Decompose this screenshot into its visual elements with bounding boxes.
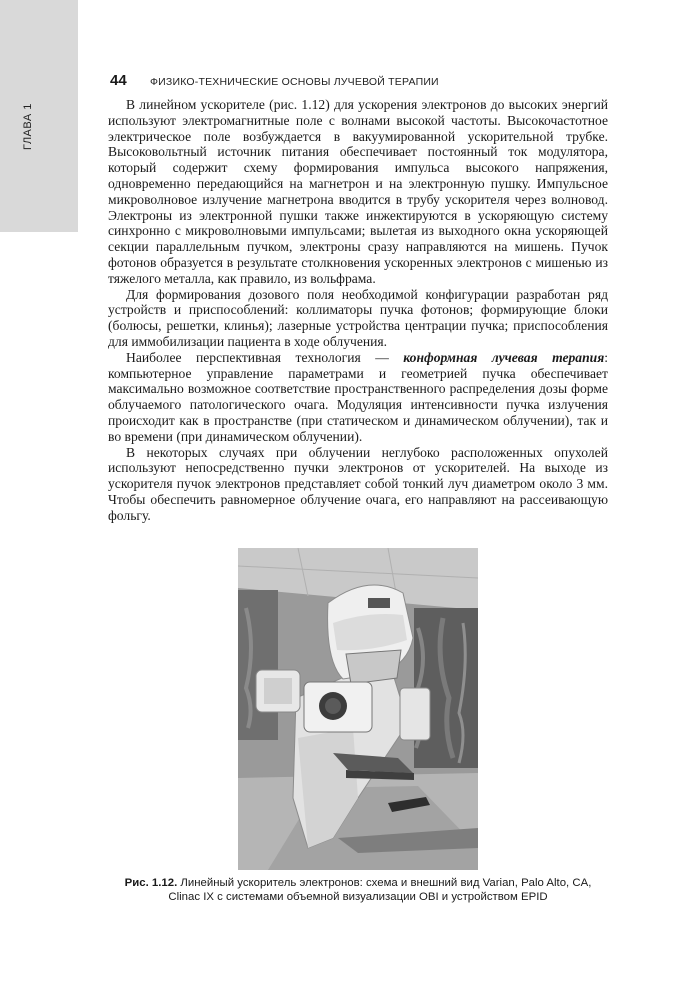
chapter-label: ГЛАВА 1 <box>22 103 34 150</box>
linac-photo <box>238 548 478 870</box>
paragraph-electrons: В некоторых случаях при облучении неглубоко расположенных опухолей используют непосредственно пучки электронов от ускорителей. На выходе из ускорителя пучок электронов представляет собой тонкий луч диаметром около 3 мм. Чтобы обеспечить равномерное облучение очага, его направляют на рассеивающую фольгу. <box>108 444 608 523</box>
body-text <box>108 97 608 524</box>
paragraph-linac: В линейном ускорителе (рис. 1.12) для ускорения электронов до высоких энергий используют электромагнитные поле с волнами высокой частоты. Высокочастотное электрическое поле возбуждается в вакуумированной ускорительной трубке. Высоковольтный источник питания обеспечивает постоянный ток модулятора, который содержит схему формирования импульса высокого напряжения, одновременно передающийся на магнетрон и на электронную пушку. Импульсное микроволновое излучение магнетрона вводится в трубу ускорителя через волновод. Электроны из электронной пушки также инжектируются в ускоряющую систему синхронно с микроволновыми импульсами; вылетая из выходного окна ускоряющей секции параллельным пучком, электроны сразу направляются на мишень. Пучок фотонов образуется в результате столкновения ускоренных электронов с мишенью из тяжелого металла, как правило, из вольфрама. <box>108 97 608 286</box>
chapter-side-tab <box>0 0 78 232</box>
paragraph-conformal <box>108 350 608 445</box>
linac-illustration <box>238 548 478 870</box>
paragraph-dose-field: Для формирования дозового поля необходимой конфигурации разработан ряд устройств и приспособлений: коллиматоры пучка фотонов; формирующие блоки (болюсы, решетки, клинья); лазерные устройства центрации пучка; приспособления для иммобилизации пациента в ходе облучения. <box>108 286 608 349</box>
figure-caption <box>108 876 608 904</box>
figure-caption-text: Линейный ускоритель электронов: схема и внешний вид Varian, Palo Alto, CA, Clinac IX с системами объемной визуализации OBI и устройством EPID <box>168 877 592 903</box>
paragraph-conformal-start: Наиболее перспективная технология — <box>126 349 404 365</box>
figure-label: Рис. 1.12. <box>124 877 178 889</box>
conformal-therapy-term: конформная лучевая терапия <box>403 349 605 365</box>
page-number: 44 <box>110 72 127 89</box>
running-title: ФИЗИКО-ТЕХНИЧЕСКИЕ ОСНОВЫ ЛУЧЕВОЙ ТЕРАПИИ <box>150 76 439 88</box>
running-header <box>110 72 640 90</box>
paragraph-conformal-rest: : компьютерное управление параметрами и геометрией пучка обеспечивает максимально возможное соответствие пространственного распределения дозы форме облучаемого патологического очага. Модуляция интенсивности пучка излучения происходит как в пространстве (при статическом и динамическом облучении), так и во времени (при динамическом облучении). <box>108 349 608 444</box>
